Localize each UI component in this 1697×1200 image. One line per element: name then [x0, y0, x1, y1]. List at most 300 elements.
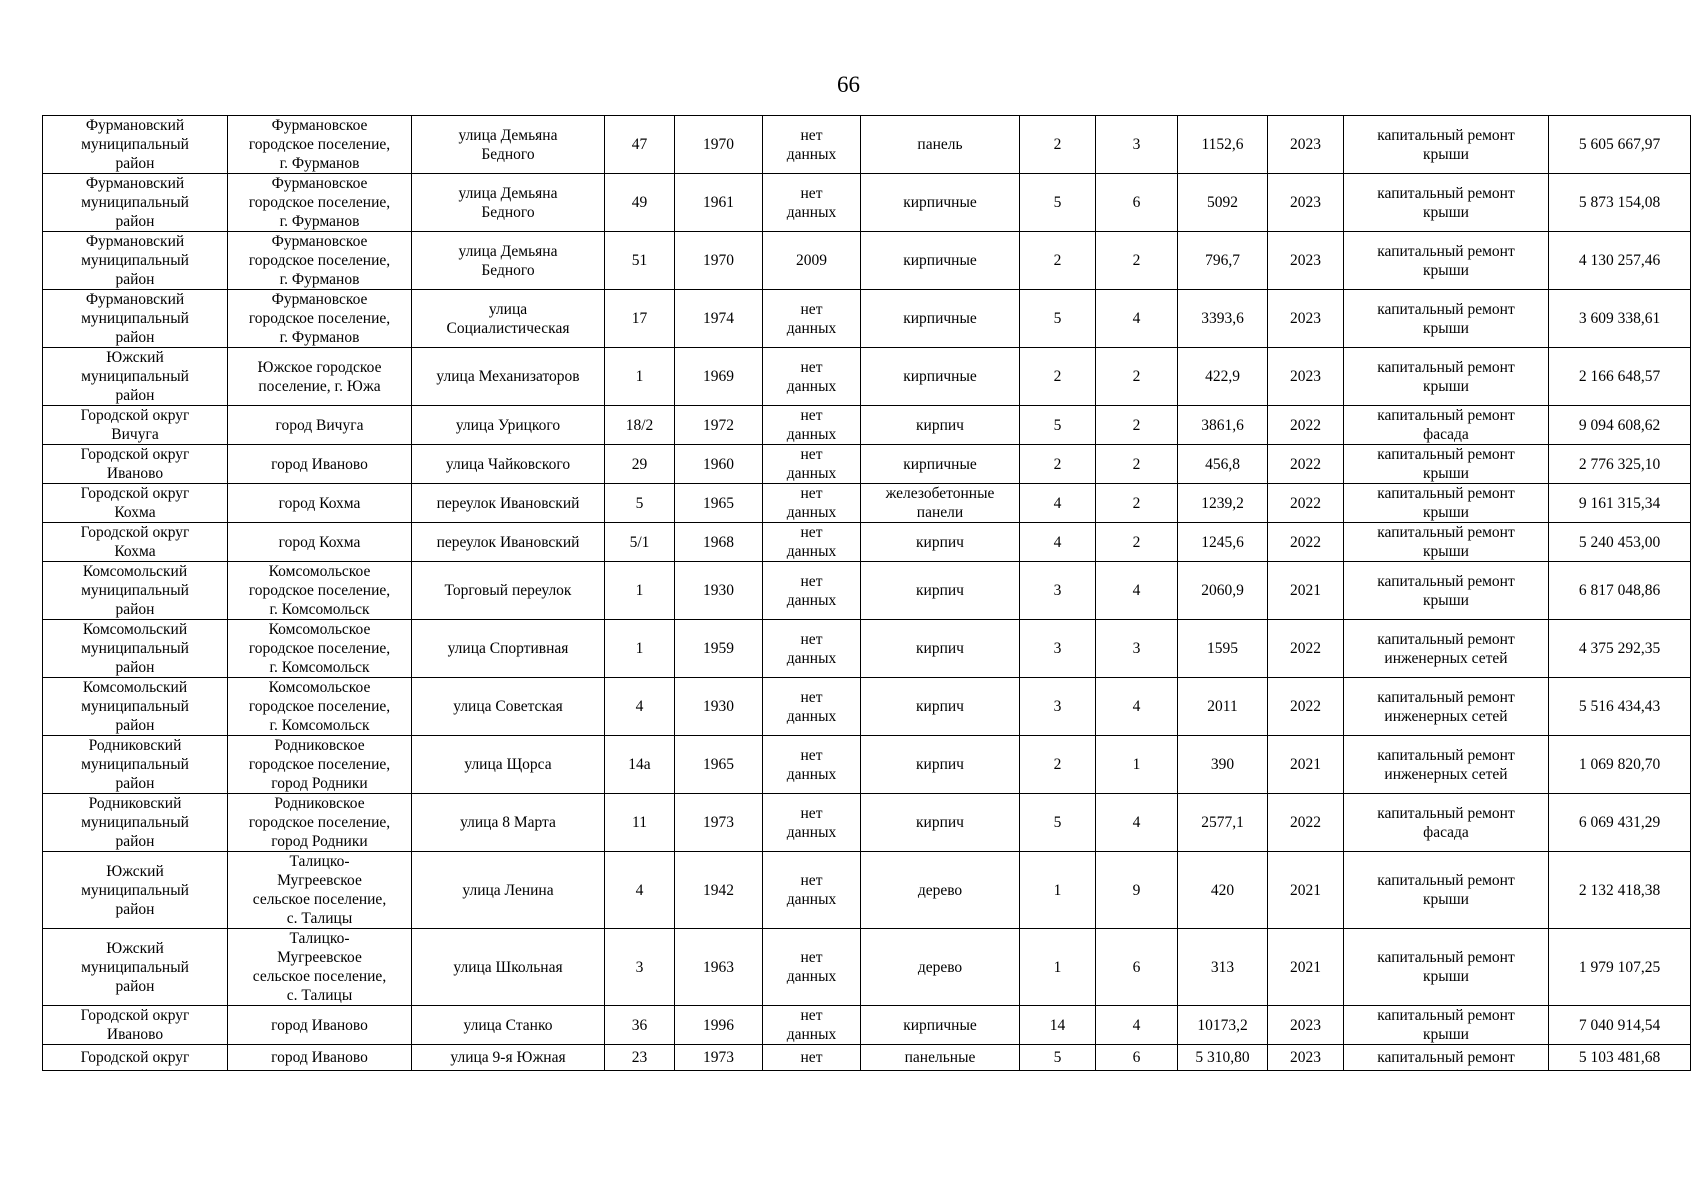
entrances-cell-text: 6	[1132, 194, 1141, 211]
floors-cell-text: 5	[1053, 1049, 1062, 1066]
street-cell-text: улица Урицкого	[455, 416, 561, 434]
floors-cell	[1020, 406, 1096, 445]
wall-material-cell	[861, 348, 1020, 406]
entrances-cell-text: 4	[1132, 582, 1141, 599]
street-cell	[412, 290, 605, 348]
table-row	[43, 232, 1691, 290]
last-repair-cell	[763, 523, 861, 562]
house-number-cell	[605, 484, 675, 523]
last-repair-cell	[763, 678, 861, 736]
floors-cell	[1020, 174, 1096, 232]
cost-cell	[1549, 290, 1691, 348]
settlement-cell	[228, 406, 412, 445]
settlement-cell	[228, 445, 412, 484]
plan-year-cell	[1268, 678, 1344, 736]
last-repair-cell-text: нет данных	[786, 524, 837, 560]
district-cell-text: Фурмановский муниципальный район	[81, 175, 189, 230]
entrances-cell	[1096, 562, 1178, 620]
floors-cell	[1020, 1045, 1096, 1071]
house-number-cell-text: 5/1	[629, 533, 650, 551]
work-type-cell-text: капитальный ремонт фасада	[1377, 804, 1515, 841]
table-row	[43, 562, 1691, 620]
settlement-cell-text: Комсомольское городское поселение, г. Комсомольск	[248, 679, 391, 734]
district-cell	[43, 523, 228, 562]
house-number-cell-text: 14а	[628, 756, 651, 773]
wall-material-cell	[861, 406, 1020, 445]
year-built-cell	[675, 290, 763, 348]
street-cell	[412, 348, 605, 406]
year-built-cell	[675, 678, 763, 736]
year-built-cell	[675, 406, 763, 445]
area-cell	[1178, 232, 1268, 290]
plan-year-cell-text: 2023	[1290, 136, 1321, 153]
plan-year-cell	[1268, 562, 1344, 620]
entrances-cell	[1096, 290, 1178, 348]
house-number-cell-text: 36	[631, 1016, 648, 1034]
floors-cell-text: 4	[1053, 533, 1062, 551]
area-cell-text: 10173,2	[1197, 1016, 1248, 1034]
area-cell	[1178, 290, 1268, 348]
floors-cell-text: 3	[1053, 640, 1062, 657]
plan-year-cell-text: 2022	[1290, 533, 1321, 551]
table-body	[43, 116, 1691, 1071]
area-cell-text: 2060,9	[1201, 582, 1244, 599]
house-number-cell	[605, 852, 675, 929]
plan-year-cell	[1268, 852, 1344, 929]
district-cell-text: Родниковский муниципальный район	[81, 795, 189, 850]
entrances-cell	[1096, 1006, 1178, 1045]
plan-year-cell-text: 2022	[1290, 416, 1321, 434]
cost-cell-text: 9 161 315,34	[1578, 494, 1661, 512]
wall-material-cell	[861, 1006, 1020, 1045]
cost-cell-text: 1 069 820,70	[1578, 756, 1661, 773]
cost-cell-text: 5 240 453,00	[1578, 533, 1661, 551]
work-type-cell-text: капитальный ремонт крыши	[1377, 126, 1515, 163]
last-repair-cell-text: нет данных	[786, 407, 837, 443]
plan-year-cell	[1268, 290, 1344, 348]
house-number-cell-text: 4	[635, 881, 644, 899]
last-repair-cell	[763, 116, 861, 174]
street-cell	[412, 794, 605, 852]
district-cell-text: Фурмановский муниципальный район	[81, 117, 189, 172]
wall-material-cell-text: кирпичные	[903, 252, 977, 269]
last-repair-cell	[763, 484, 861, 523]
entrances-cell	[1096, 348, 1178, 406]
floors-cell-text: 5	[1053, 310, 1062, 327]
year-built-cell-text: 1961	[703, 194, 734, 211]
district-cell	[43, 484, 228, 523]
work-type-cell	[1344, 232, 1549, 290]
cost-cell	[1549, 116, 1691, 174]
entrances-cell-text: 2	[1132, 494, 1141, 512]
plan-year-cell	[1268, 174, 1344, 232]
street-cell	[412, 484, 605, 523]
cost-cell	[1549, 445, 1691, 484]
entrances-cell	[1096, 484, 1178, 523]
year-built-cell-text: 1969	[703, 368, 734, 385]
district-cell	[43, 929, 228, 1006]
house-number-cell	[605, 678, 675, 736]
district-cell-text: Южский муниципальный район	[81, 349, 189, 404]
street-cell	[412, 1006, 605, 1045]
year-built-cell	[675, 1045, 763, 1071]
wall-material-cell-text: кирпичные	[903, 194, 977, 211]
area-cell	[1178, 445, 1268, 484]
cost-cell-text: 7 040 914,54	[1578, 1016, 1661, 1034]
cost-cell-text: 6 069 431,29	[1578, 814, 1661, 831]
wall-material-cell	[861, 678, 1020, 736]
year-built-cell-text: 1973	[703, 1049, 734, 1066]
entrances-cell-text: 9	[1132, 881, 1141, 899]
cost-cell	[1549, 562, 1691, 620]
housing-repair-table	[42, 115, 1691, 1071]
area-cell	[1178, 1045, 1268, 1071]
entrances-cell-text: 3	[1132, 136, 1141, 153]
district-cell	[43, 562, 228, 620]
settlement-cell	[228, 174, 412, 232]
floors-cell	[1020, 348, 1096, 406]
floors-cell-text: 5	[1053, 814, 1062, 831]
house-number-cell-text: 17	[631, 310, 648, 327]
plan-year-cell	[1268, 445, 1344, 484]
plan-year-cell-text: 2022	[1290, 814, 1321, 831]
plan-year-cell	[1268, 116, 1344, 174]
settlement-cell-text: Южское городское поселение, г. Южа	[257, 358, 382, 395]
settlement-cell-text: город Кохма	[278, 533, 361, 551]
area-cell-text: 313	[1210, 958, 1235, 976]
settlement-cell-text: Комсомольское городское поселение, г. Комсомольск	[248, 563, 391, 618]
area-cell	[1178, 678, 1268, 736]
settlement-cell	[228, 1006, 412, 1045]
page-number: 66	[837, 72, 860, 97]
wall-material-cell-text: дерево	[917, 881, 963, 899]
entrances-cell	[1096, 406, 1178, 445]
work-type-cell	[1344, 620, 1549, 678]
settlement-cell-text: город Вичуга	[275, 416, 364, 434]
floors-cell	[1020, 523, 1096, 562]
area-cell	[1178, 852, 1268, 929]
district-cell	[43, 174, 228, 232]
settlement-cell	[228, 348, 412, 406]
area-cell	[1178, 562, 1268, 620]
last-repair-cell	[763, 174, 861, 232]
district-cell-text: Родниковский муниципальный район	[81, 737, 189, 792]
cost-cell	[1549, 1045, 1691, 1071]
wall-material-cell-text: кирпич	[916, 416, 964, 434]
entrances-cell-text: 2	[1132, 368, 1141, 385]
last-repair-cell	[763, 852, 861, 929]
area-cell-text: 1595	[1207, 640, 1238, 657]
floors-cell-text: 5	[1053, 416, 1062, 434]
house-number-cell	[605, 445, 675, 484]
cost-cell-text: 5 605 667,97	[1578, 136, 1661, 153]
settlement-cell	[228, 678, 412, 736]
year-built-cell-text: 1970	[703, 252, 734, 269]
plan-year-cell-text: 2023	[1290, 368, 1321, 385]
floors-cell	[1020, 794, 1096, 852]
table-row	[43, 445, 1691, 484]
plan-year-cell	[1268, 1006, 1344, 1045]
district-cell	[43, 232, 228, 290]
cost-cell	[1549, 929, 1691, 1006]
district-cell-text: Городской округ Иваново	[80, 446, 190, 482]
cost-cell-text: 3 609 338,61	[1578, 310, 1661, 327]
work-type-cell-text: капитальный ремонт крыши	[1377, 446, 1515, 482]
entrances-cell	[1096, 736, 1178, 794]
last-repair-cell-text: нет данных	[786, 184, 837, 221]
street-cell	[412, 406, 605, 445]
area-cell-text: 796,7	[1205, 252, 1240, 269]
street-cell	[412, 929, 605, 1006]
floors-cell-text: 4	[1053, 494, 1062, 512]
floors-cell	[1020, 290, 1096, 348]
work-type-cell-text: капитальный ремонт фасада	[1377, 407, 1515, 443]
settlement-cell-text: Родниковское городское поселение, город Родники	[248, 795, 391, 850]
cost-cell-text: 2 132 418,38	[1578, 881, 1661, 899]
wall-material-cell	[861, 290, 1020, 348]
street-cell	[412, 852, 605, 929]
district-cell	[43, 348, 228, 406]
street-cell	[412, 174, 605, 232]
year-built-cell-text: 1930	[703, 698, 734, 715]
entrances-cell-text: 2	[1132, 416, 1141, 434]
house-number-cell	[605, 620, 675, 678]
wall-material-cell	[861, 174, 1020, 232]
wall-material-cell	[861, 929, 1020, 1006]
house-number-cell-text: 1	[635, 582, 644, 599]
entrances-cell	[1096, 620, 1178, 678]
floors-cell-text: 2	[1053, 455, 1062, 473]
work-type-cell	[1344, 406, 1549, 445]
last-repair-cell-text: нет данных	[786, 746, 837, 783]
plan-year-cell-text: 2022	[1290, 455, 1321, 473]
year-built-cell-text: 1970	[703, 136, 734, 153]
table-row	[43, 348, 1691, 406]
last-repair-cell-text: нет данных	[786, 485, 837, 521]
house-number-cell	[605, 523, 675, 562]
work-type-cell-text: капитальный ремонт крыши	[1377, 485, 1515, 521]
work-type-cell-text: капитальный ремонт крыши	[1377, 572, 1515, 609]
entrances-cell-text: 3	[1132, 640, 1141, 657]
district-cell	[43, 852, 228, 929]
last-repair-cell-text: нет данных	[786, 804, 837, 841]
settlement-cell-text: Талицко- Мугреевское сельское поселение, с. Талицы	[252, 930, 387, 1004]
street-cell-text: улица Механизаторов	[436, 368, 580, 385]
entrances-cell	[1096, 174, 1178, 232]
settlement-cell	[228, 116, 412, 174]
last-repair-cell-text: нет данных	[786, 446, 837, 482]
street-cell-text: улица Спортивная	[447, 640, 569, 657]
area-cell-text: 5 310,80	[1195, 1049, 1250, 1066]
entrances-cell-text: 2	[1132, 533, 1141, 551]
entrances-cell	[1096, 1045, 1178, 1071]
area-cell-text: 390	[1210, 756, 1235, 773]
wall-material-cell-text: кирпичные	[903, 368, 977, 385]
year-built-cell-text: 1965	[703, 756, 734, 773]
wall-material-cell-text: дерево	[917, 958, 963, 976]
floors-cell	[1020, 1006, 1096, 1045]
settlement-cell-text: Комсомольское городское поселение, г. Комсомольск	[248, 621, 391, 676]
cost-cell	[1549, 678, 1691, 736]
last-repair-cell	[763, 736, 861, 794]
street-cell-text: улица Демьяна Бедного	[458, 242, 558, 279]
year-built-cell	[675, 116, 763, 174]
cost-cell-text: 4 375 292,35	[1578, 640, 1661, 657]
house-number-cell	[605, 116, 675, 174]
district-cell	[43, 406, 228, 445]
floors-cell	[1020, 678, 1096, 736]
street-cell-text: улица Демьяна Бедного	[458, 126, 558, 163]
year-built-cell-text: 1972	[703, 416, 734, 434]
last-repair-cell	[763, 929, 861, 1006]
area-cell-text: 1152,6	[1201, 136, 1244, 153]
table-row	[43, 929, 1691, 1006]
house-number-cell-text: 1	[635, 640, 644, 657]
street-cell-text: улица 9-я Южная	[450, 1049, 566, 1066]
work-type-cell-text: капитальный ремонт инженерных сетей	[1377, 688, 1515, 725]
settlement-cell-text: город Иваново	[271, 1016, 368, 1034]
wall-material-cell	[861, 736, 1020, 794]
last-repair-cell-text: нет	[800, 1049, 823, 1066]
work-type-cell-text: капитальный ремонт инженерных сетей	[1377, 630, 1515, 667]
year-built-cell-text: 1968	[703, 533, 734, 551]
floors-cell-text: 2	[1053, 368, 1062, 385]
plan-year-cell-text: 2023	[1290, 252, 1321, 269]
settlement-cell	[228, 523, 412, 562]
table-row	[43, 290, 1691, 348]
house-number-cell-text: 29	[631, 455, 648, 473]
entrances-cell-text: 4	[1132, 310, 1141, 327]
area-cell	[1178, 736, 1268, 794]
house-number-cell-text: 18/2	[625, 416, 654, 434]
area-cell	[1178, 116, 1268, 174]
settlement-cell	[228, 794, 412, 852]
area-cell-text: 420	[1210, 881, 1235, 899]
table-row	[43, 406, 1691, 445]
last-repair-cell-text: нет данных	[786, 300, 837, 337]
wall-material-cell	[861, 232, 1020, 290]
year-built-cell	[675, 736, 763, 794]
house-number-cell-text: 3	[635, 958, 644, 976]
work-type-cell	[1344, 445, 1549, 484]
cost-cell	[1549, 523, 1691, 562]
work-type-cell	[1344, 484, 1549, 523]
area-cell	[1178, 620, 1268, 678]
last-repair-cell	[763, 1045, 861, 1071]
street-cell-text: переулок Ивановский	[436, 533, 580, 551]
entrances-cell	[1096, 116, 1178, 174]
floors-cell-text: 2	[1053, 136, 1062, 153]
floors-cell	[1020, 736, 1096, 794]
plan-year-cell	[1268, 523, 1344, 562]
district-cell	[43, 1045, 228, 1071]
wall-material-cell-text: кирпичные	[903, 455, 977, 473]
house-number-cell	[605, 174, 675, 232]
area-cell	[1178, 484, 1268, 523]
district-cell	[43, 116, 228, 174]
year-built-cell-text: 1930	[703, 582, 734, 599]
plan-year-cell	[1268, 929, 1344, 1006]
settlement-cell	[228, 852, 412, 929]
plan-year-cell-text: 2022	[1290, 494, 1321, 512]
entrances-cell	[1096, 852, 1178, 929]
street-cell-text: улица Школьная	[453, 958, 563, 976]
work-type-cell	[1344, 736, 1549, 794]
street-cell	[412, 620, 605, 678]
last-repair-cell-text: нет данных	[786, 572, 837, 609]
cost-cell-text: 5 516 434,43	[1578, 698, 1661, 715]
last-repair-cell	[763, 794, 861, 852]
district-cell	[43, 620, 228, 678]
wall-material-cell-text: кирпич	[916, 756, 964, 773]
house-number-cell	[605, 1045, 675, 1071]
house-number-cell-text: 47	[631, 136, 648, 153]
settlement-cell-text: город Кохма	[278, 494, 361, 512]
wall-material-cell	[861, 794, 1020, 852]
house-number-cell-text: 51	[631, 252, 648, 269]
district-cell-text: Городской округ Иваново	[80, 1007, 190, 1043]
table-row	[43, 736, 1691, 794]
cost-cell-text: 1 979 107,25	[1578, 958, 1661, 976]
work-type-cell	[1344, 116, 1549, 174]
work-type-cell-text: капитальный ремонт крыши	[1377, 1007, 1515, 1043]
area-cell-text: 456,8	[1205, 455, 1240, 473]
plan-year-cell-text: 2023	[1290, 1016, 1321, 1034]
settlement-cell	[228, 562, 412, 620]
area-cell	[1178, 929, 1268, 1006]
entrances-cell-text: 4	[1132, 698, 1141, 715]
cost-cell-text: 5 873 154,08	[1578, 194, 1661, 211]
district-cell	[43, 794, 228, 852]
settlement-cell	[228, 620, 412, 678]
area-cell	[1178, 1006, 1268, 1045]
district-cell-text: Городской округ Кохма	[80, 524, 190, 560]
wall-material-cell	[861, 484, 1020, 523]
street-cell	[412, 232, 605, 290]
street-cell-text: улица Советская	[453, 698, 563, 715]
floors-cell-text: 2	[1053, 756, 1062, 773]
house-number-cell	[605, 794, 675, 852]
settlement-cell	[228, 484, 412, 523]
house-number-cell	[605, 232, 675, 290]
plan-year-cell-text: 2023	[1290, 310, 1321, 327]
entrances-cell-text: 2	[1132, 455, 1141, 473]
cost-cell	[1549, 348, 1691, 406]
district-cell-text: Южский муниципальный район	[81, 939, 189, 995]
wall-material-cell-text: кирпич	[916, 533, 964, 551]
district-cell	[43, 290, 228, 348]
plan-year-cell-text: 2023	[1290, 1049, 1321, 1066]
entrances-cell	[1096, 794, 1178, 852]
floors-cell-text: 1	[1053, 881, 1062, 899]
floors-cell	[1020, 929, 1096, 1006]
plan-year-cell-text: 2021	[1290, 756, 1321, 773]
wall-material-cell-text: кирпичные	[903, 310, 977, 327]
cost-cell	[1549, 174, 1691, 232]
work-type-cell-text: капитальный ремонт	[1377, 1049, 1515, 1066]
house-number-cell	[605, 736, 675, 794]
district-cell-text: Городской округ Кохма	[80, 485, 190, 521]
street-cell-text: улица Демьяна Бедного	[458, 184, 558, 221]
last-repair-cell	[763, 290, 861, 348]
work-type-cell	[1344, 794, 1549, 852]
settlement-cell-text: Фурмановское городское поселение, г. Фурманов	[248, 291, 391, 346]
entrances-cell-text: 4	[1132, 1016, 1141, 1034]
house-number-cell-text: 5	[635, 494, 644, 512]
district-cell	[43, 445, 228, 484]
floors-cell	[1020, 116, 1096, 174]
street-cell-text: улица Социалистическая	[446, 300, 570, 337]
